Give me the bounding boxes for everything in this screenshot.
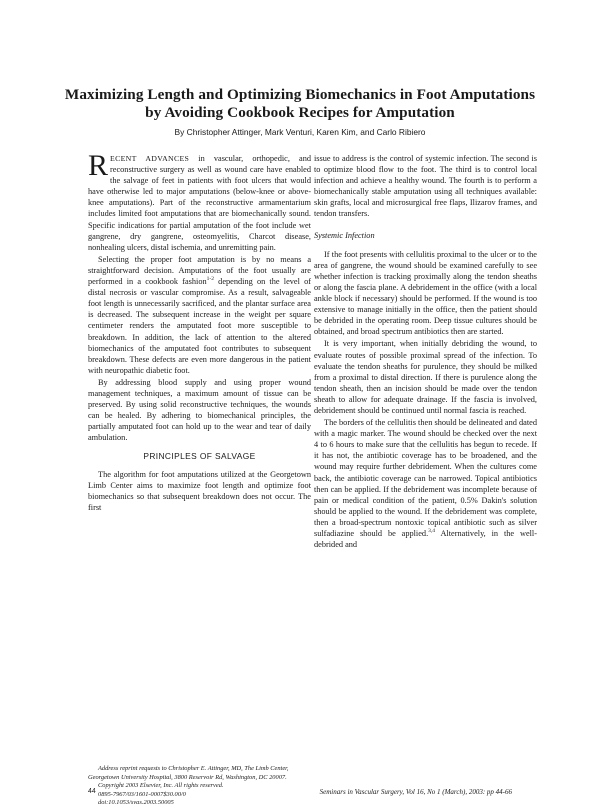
reprint-address: Address reprint requests to Christopher E. Attinger, MD, The Limb Center, Georgetown University Hospital, 3800 Reservoir Rd, Washington, DC 20007. xyxy=(88,765,289,781)
doi-line: doi:10.1053/svas.2003.50005 xyxy=(98,799,174,807)
intro-smallcaps: ECENT ADVANCES xyxy=(110,154,190,163)
page-number: 44 xyxy=(88,788,96,795)
body-paragraph xyxy=(314,417,537,550)
body-paragraph: The algorithm for foot amputations utilized at the Georgetown Limb Center aims to maximize foot length and optimize foot biomechanics so that subsequent breakdown does not occur. The first xyxy=(88,469,311,512)
footnote-block xyxy=(88,765,311,808)
copyright-line: Copyright 2003 Elsevier, Inc. All rights reserved. xyxy=(98,782,224,790)
body-paragraph: It is very important, when initially debriding the wound, to evaluate routes of possible proximal spread of the infection. To evaluate the tendon sheaths for purulence, they should be milked from a proximal to distal direction. If there is purulence along the tendon sheath, then an incision should be made over the tendon sheath to allow for adequate drainage. If the fascia is involved, debridement should be continued until normal fascia is reached. xyxy=(314,339,537,415)
citation-superscript: 1-2 xyxy=(206,276,214,283)
body-paragraph: If the foot presents with cellulitis proximal to the ulcer or to the area of gangrene, the wound should be examined carefully to see whether infection is tracking proximally along the tendon sheaths or along the fascia plane. A debridement in the office (with a local ankle block if necessary) should be performed. If the wound is too extensive to manage initially in the office, then the patient should be debrided in the operating room. Deep tissue cultures should be obtained, and broad spectrum antibiotics then are started. xyxy=(314,249,537,337)
right-column xyxy=(314,153,537,550)
body-paragraph: issue to address is the control of systemic infection. The second is to optimize blood flow to the foot. The third is to control local infection and achieve a healthy wound. The fourth is to perform a biomechanically stable amputation using all techniques available: skin grafts, local and microsurgical free flaps, Ilizarov frames, and tendon transfers. xyxy=(314,154,537,219)
subsection-heading: Systemic Infection xyxy=(314,230,375,240)
article-title: Maximizing Length and Optimizing Biomechanics in Foot Amputations by Avoiding Cookbook Recipes for Amputation xyxy=(64,86,536,121)
paragraph-text: Selecting the proper foot amputation is by no means a straightforward decision. Amputations of the foot usually are performed in a cookbook fashion xyxy=(88,254,311,287)
paragraph-text: The borders of the cellulitis then should be delineated and dated with a magic marker. The wound should be checked over the next 4 to 6 hours to make sure that the cellulitis has begun to recede. If it has not, the antibiotic coverage has to be broadened, and the wound may require further debridement. When the cultures come back, the antibiotic coverage can be narrowed. Topical antibiotics then can be applied. If the debridement was incomplete because of pain or medical condition of the patient, 0.5% Dakin's solution should be applied to the wound. If the debridement was complete, then a broad-spectrum nontoxic topical antibiotic such as silver sulfadiazine should be applied. xyxy=(314,418,537,538)
intro-paragraph xyxy=(88,149,311,253)
paragraph-text: depending on the level of distal necrosis or vascular compromise. As a result, salvageable foot length is unnecessarily sacrificed, and the plantar surface area is decreased. The subsequent increase in the weight per square centimeter renders the amputated foot more susceptible to breakdown. In addition, the lack of attention to the altered biomechanics of the amputated foot contributes to subsequent breakdown. These defects are even more dangerous in the patient with neuropathic diabetic foot. xyxy=(88,277,312,375)
left-column xyxy=(88,149,312,513)
body-paragraph xyxy=(88,254,311,376)
intro-text: in vascular, orthopedic, and reconstructive surgery as well as wound care have enabled the salvage of feet in patients with foot ulcers that would have otherwise led to major amputations (below-knee or above-knee amputations). Part of the reconstructive armamentarium includes limited foot amputations that are biomechanically sound. Specific indications for partial amputation of the foot include wet gangrene, dry gangrene, osteomyelitis, Charcot disease, nonhealing ulcers, distal ischemia, and unremitting pain. xyxy=(88,154,311,252)
body-paragraph: By addressing blood supply and using proper wound management techniques, a maximum amount of tissue can be preserved. By using solid reconstructive techniques, the wounds can be healed. By adhering to biomechanical principles, the partially amputated foot can hold up to the wear and tear of daily ambulation. xyxy=(88,377,311,443)
citation-superscript: 3,4 xyxy=(428,528,436,535)
drop-cap: R xyxy=(88,149,109,182)
section-heading: PRINCIPLES OF SALVAGE xyxy=(143,451,256,462)
issn-line: 0895-7967/03/1601-0007$30.00/0 xyxy=(98,790,186,798)
author-line: By Christopher Attinger, Mark Venturi, Karen Kim, and Carlo Ribiero xyxy=(174,127,426,137)
paragraph-text: Alternatively, in the well-debrided and xyxy=(314,529,537,550)
journal-citation: Seminars in Vascular Surgery, Vol 16, No 1 (March), 2003: pp 44-66 xyxy=(319,788,512,796)
